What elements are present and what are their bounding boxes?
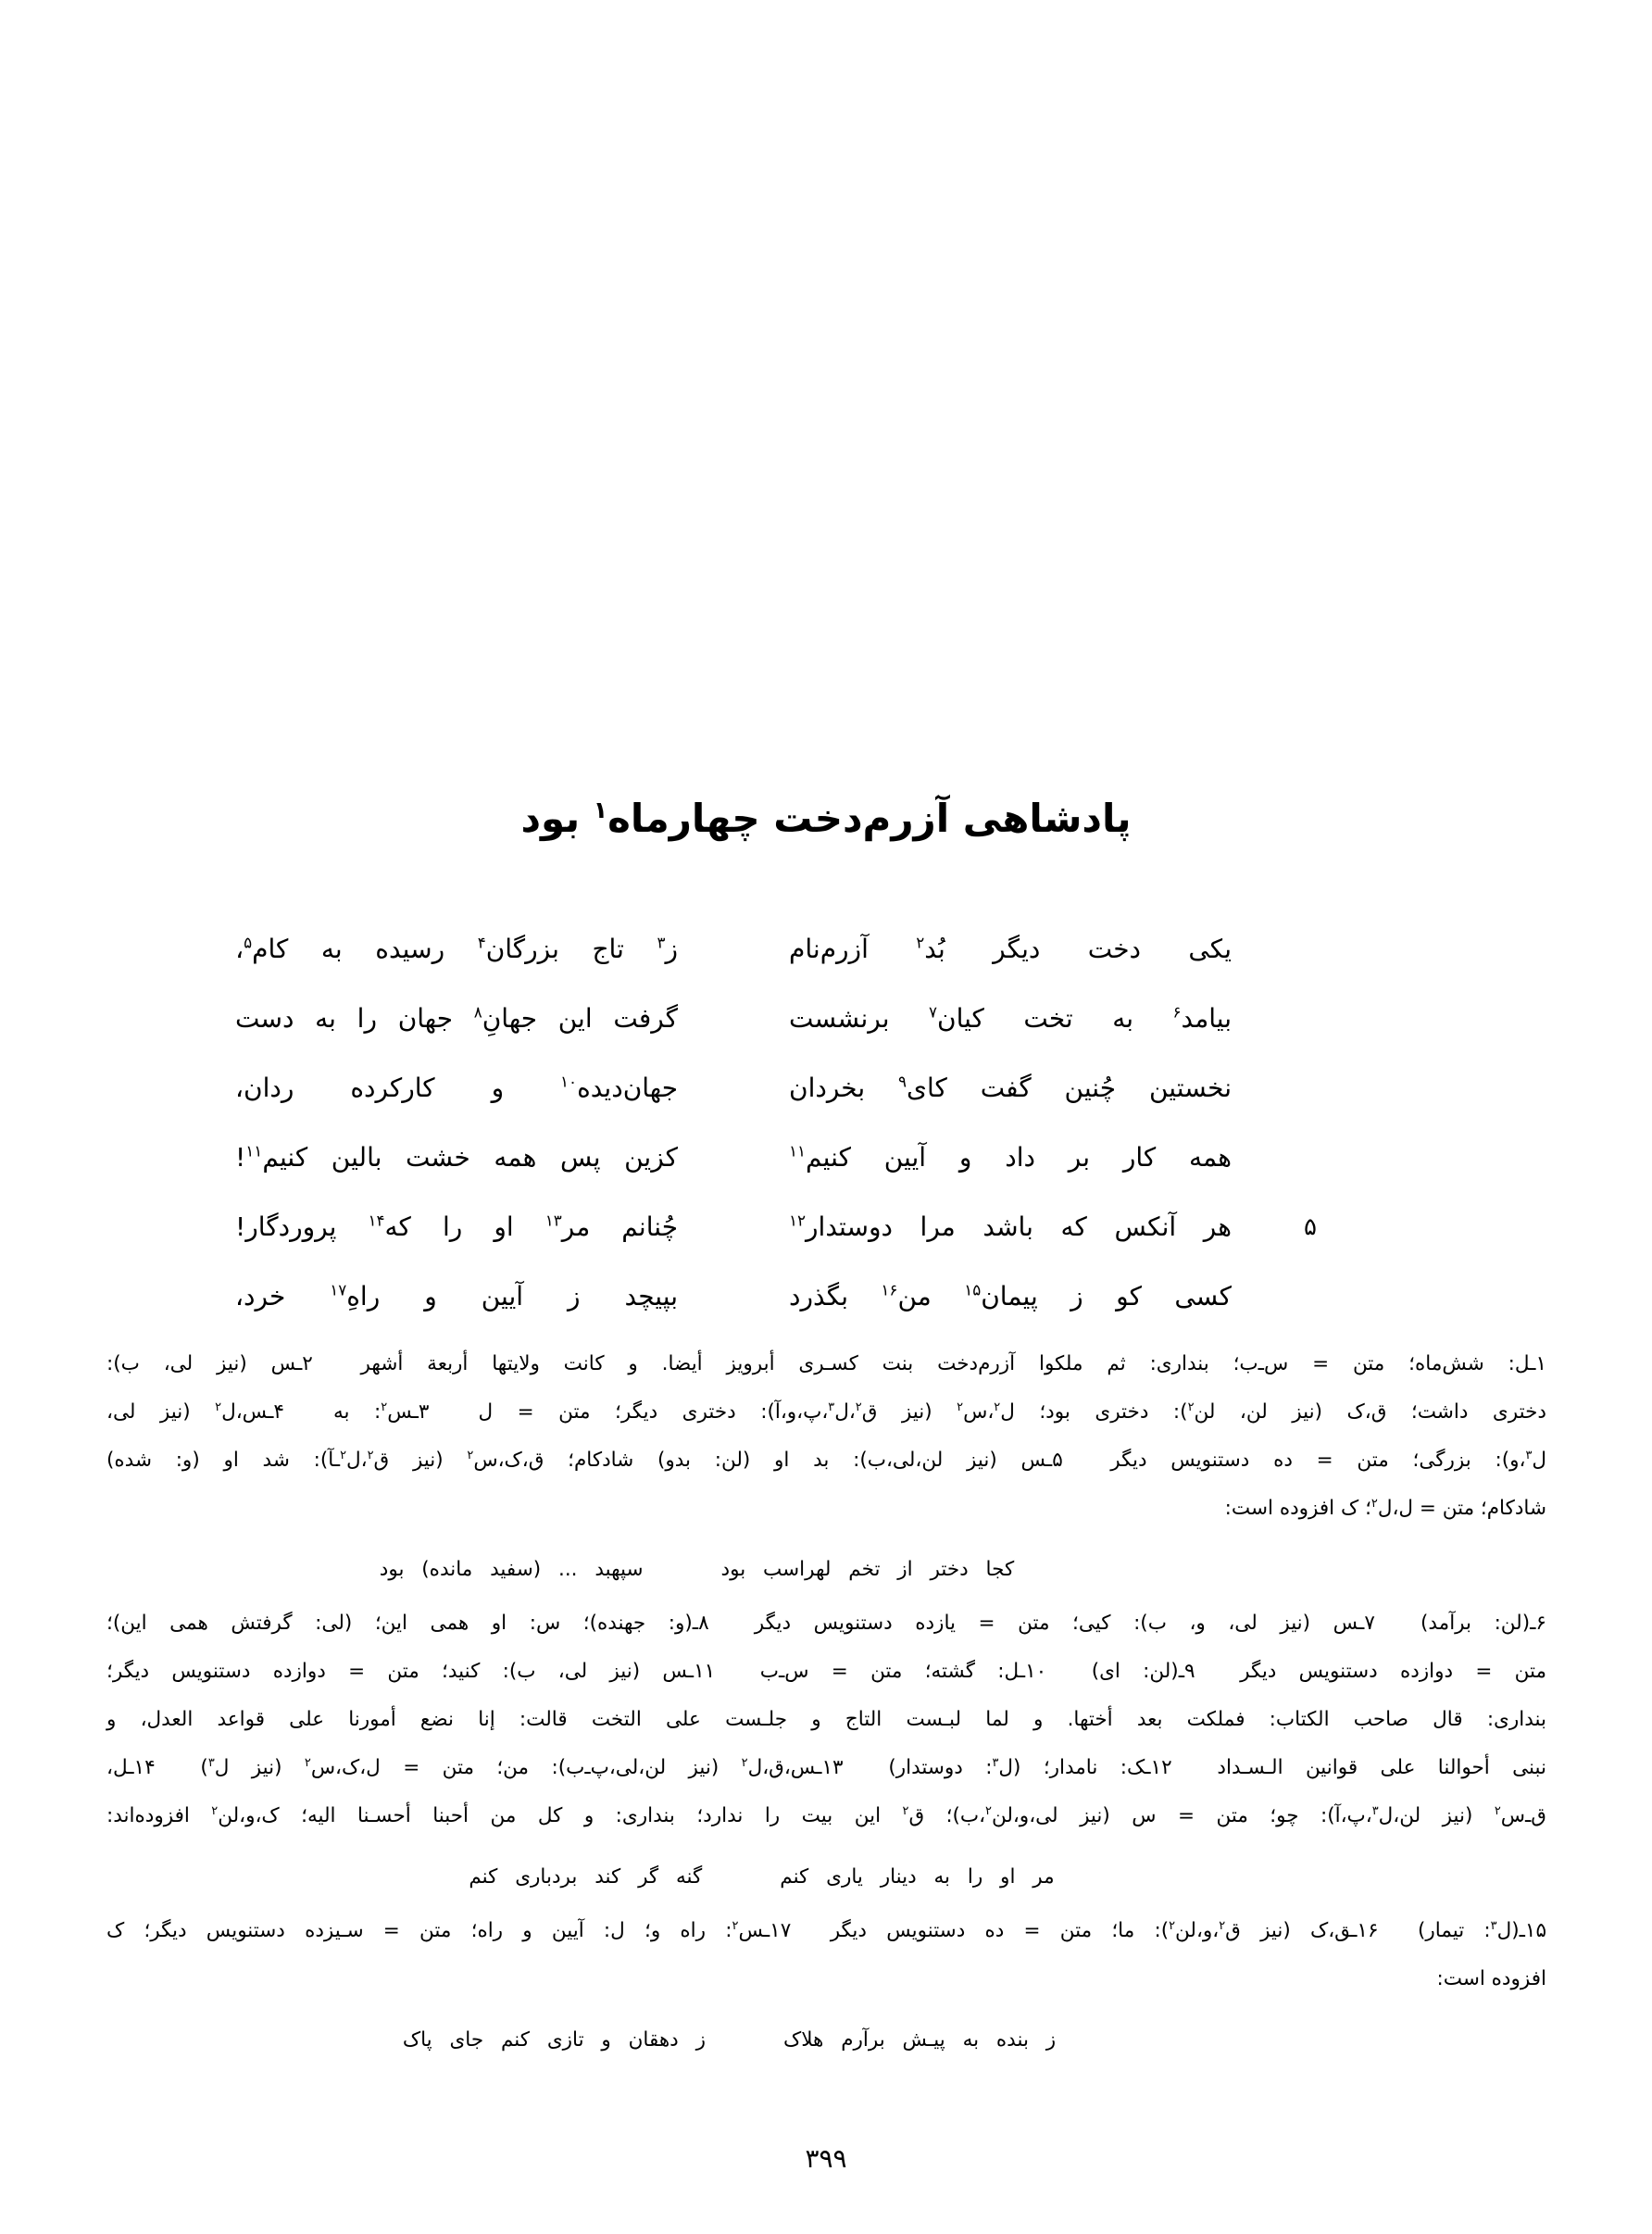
apparatus-line: شادکام؛ متن = ل،ل$^۲$؛ ک افزوده است: — [1224, 1496, 1546, 1520]
hemistich-left: سپهبد ... (سفید مانده) بود — [379, 1558, 644, 1581]
apparatus-line: متن = دوازده دستنویس دیگر ۹ـ(لن: ای) ۱۰ـل: گشته؛ متن = س‌ـ‌ب ۱۱ـس (نیز لی، ب): کنید؛ متن = دوازده دستنویس دیگر؛ — [106, 1660, 1547, 1683]
apparatus-quoted-verse — [42, 1853, 1482, 1901]
hemistich-left: ز دهقان و تازی کنم جای پاک — [402, 2028, 706, 2052]
verse-row — [235, 914, 1232, 984]
verse-row — [235, 1053, 1232, 1123]
apparatus-quoted-verse — [0, 1546, 1417, 1594]
apparatus-line: ۱ـل: شش‌ماه؛ متن = س‌ـ‌ب؛ بنداری: ثم ملکوا آزرم‌دخت بنت کسـری أبرویز أیضا. و کانت ولایتها أربعة أشهر ۲ـس (نیز لی، ب): — [106, 1352, 1546, 1375]
hemistich-left: گنه گر کند بردباری کنم — [469, 1865, 703, 1889]
verse-row — [235, 1261, 1232, 1331]
critical-apparatus — [106, 1340, 1546, 2065]
hemistich-left: کزین پس همه خشت بالین کنیم$^{۱۱}$! — [235, 1141, 678, 1173]
chapter-title: پادشاهی آزرم‌دخت چهارماه$^۱$ بود — [520, 796, 1132, 841]
apparatus-line: ق‌ـ‌س$^۲$ (نیز لن،ل$^۳$،پ،آ): چو؛ متن = س (نیز لی،و،لن$^۲$،ب)؛ ق$^۲$ این بیت را ندارد؛ بنداری: و کل من أحبنا أحسـنا الیه؛ ک،و،لن$^۲$ افزوده‌اند: — [106, 1803, 1546, 1827]
apparatus-line: ۱۵ـ(ل$^۳$: تیمار) ۱۶ـق،ک (نیز ق$^۲$،و،لن$^۲$): ما؛ متن = ده دستنویس دیگر ۱۷ـس$^۲$: راه و؛ ل: آیین و راه؛ متن = سـیزده دستنویس دیگر؛ ک — [106, 1918, 1546, 1942]
apparatus-line: ۶ـ(لن: برآمد) ۷ـس (نیز لی، و، ب): کیی؛ متن = یازده دستنویس دیگر ۸ـ(و: جهنده)؛ س: او همی این؛ (لی: گرفتش همی این)؛ — [106, 1612, 1546, 1635]
poem-section — [235, 914, 1317, 1331]
hemistich-right: یکی دخت دیگر بُد$^۲$ آزرم‌نام — [789, 933, 1232, 964]
apparatus-quoted-verse — [9, 2016, 1449, 2065]
apparatus-line: ل$^۳$،و): بزرگی؛ متن = ده دستنویس دیگر ۵ـس (نیز لن،لی،ب): بد او (لن: بدو) شادکام؛ ق،ک،س$^۲$ (نیز ق$^۲$،ل$^۲$ـآ): شد او (و: شده) — [106, 1448, 1546, 1472]
apparatus-line: افزوده است: — [1436, 1967, 1546, 1990]
hemistich-left: گرفت این جهانِ$^۸$ جهان را به دست — [235, 1002, 678, 1034]
hemistich-right: کسی کو ز پیمان$^{۱۵}$ من$^{۱۶}$ بگذرد — [789, 1280, 1232, 1312]
hemistich-right: ز بنده به پیـش برآرم هلاک — [782, 2028, 1057, 2052]
hemistich-right: همه کار بر داد و آیین کنیم$^{۱۱}$ — [789, 1141, 1232, 1173]
hemistich-right: نخستین چُنین گفت کای$^۹$ بخردان — [789, 1072, 1232, 1103]
hemistich-left: بپیچد ز آیین و راهِ$^{۱۷}$ خرد، — [235, 1280, 678, 1312]
verse-row — [235, 1192, 1317, 1261]
verse-number-marker: ۵ — [1304, 1212, 1317, 1241]
verse-row — [235, 984, 1232, 1053]
hemistich-right: مر او را به دینار یاری کنم — [780, 1865, 1055, 1889]
hemistich-left: ز$^۳$ تاج بزرگان$^۴$ رسیده به کام$^۵$، — [235, 933, 678, 964]
apparatus-line: دختری داشت؛ ق،ک (نیز لن، لن$^۲$): دختری بود؛ ل$^۲$،س$^۲$ (نیز ق$^۲$،ل$^۳$،پ،و،آ): دختری دیگر؛ متن = ل ۳ـس$^۲$: به ۴ـس،ل$^۲$ (نیز لی، — [106, 1399, 1546, 1424]
apparatus-line: بنداری: قال صاحب الکتاب: فملکت بعد أختها. و لما لبـست التاج و جلـست علی التخت قالت: إنا نضع أمورنا علی قواعد العدل، و — [106, 1708, 1546, 1731]
hemistich-left: جهان‌دیده$^{۱۰}$ و کارکرده ردان، — [235, 1072, 678, 1103]
hemistich-right: کجا دختر از تخم لهراسب بود — [720, 1558, 1015, 1581]
verse-row — [235, 1123, 1232, 1192]
apparatus-line: نبنی أحوالنا علی قوانین الـسـداد ۱۲ـک: نامدار؛ (ل$^۳$: دوستدار) ۱۳ـس،ق،ل$^۲$ (نیز لن،لی،پ‌ـ‌ب): من؛ متن = ل،ک،س$^۲$ (نیز ل$^۳$) ۱۴ـل، — [106, 1755, 1546, 1779]
hemistich-left: چُنانم مر$^{۱۳}$ او را که$^{۱۴}$ پروردگار! — [235, 1211, 678, 1242]
hemistich-right: هر آنکس که باشد مرا دوستدار$^{۱۲}$ — [789, 1211, 1232, 1242]
hemistich-right: بیامد$^۶$ به تخت کیان$^۷$ برنشست — [789, 1002, 1232, 1034]
page-number: ۳۹۹ — [805, 2143, 847, 2174]
